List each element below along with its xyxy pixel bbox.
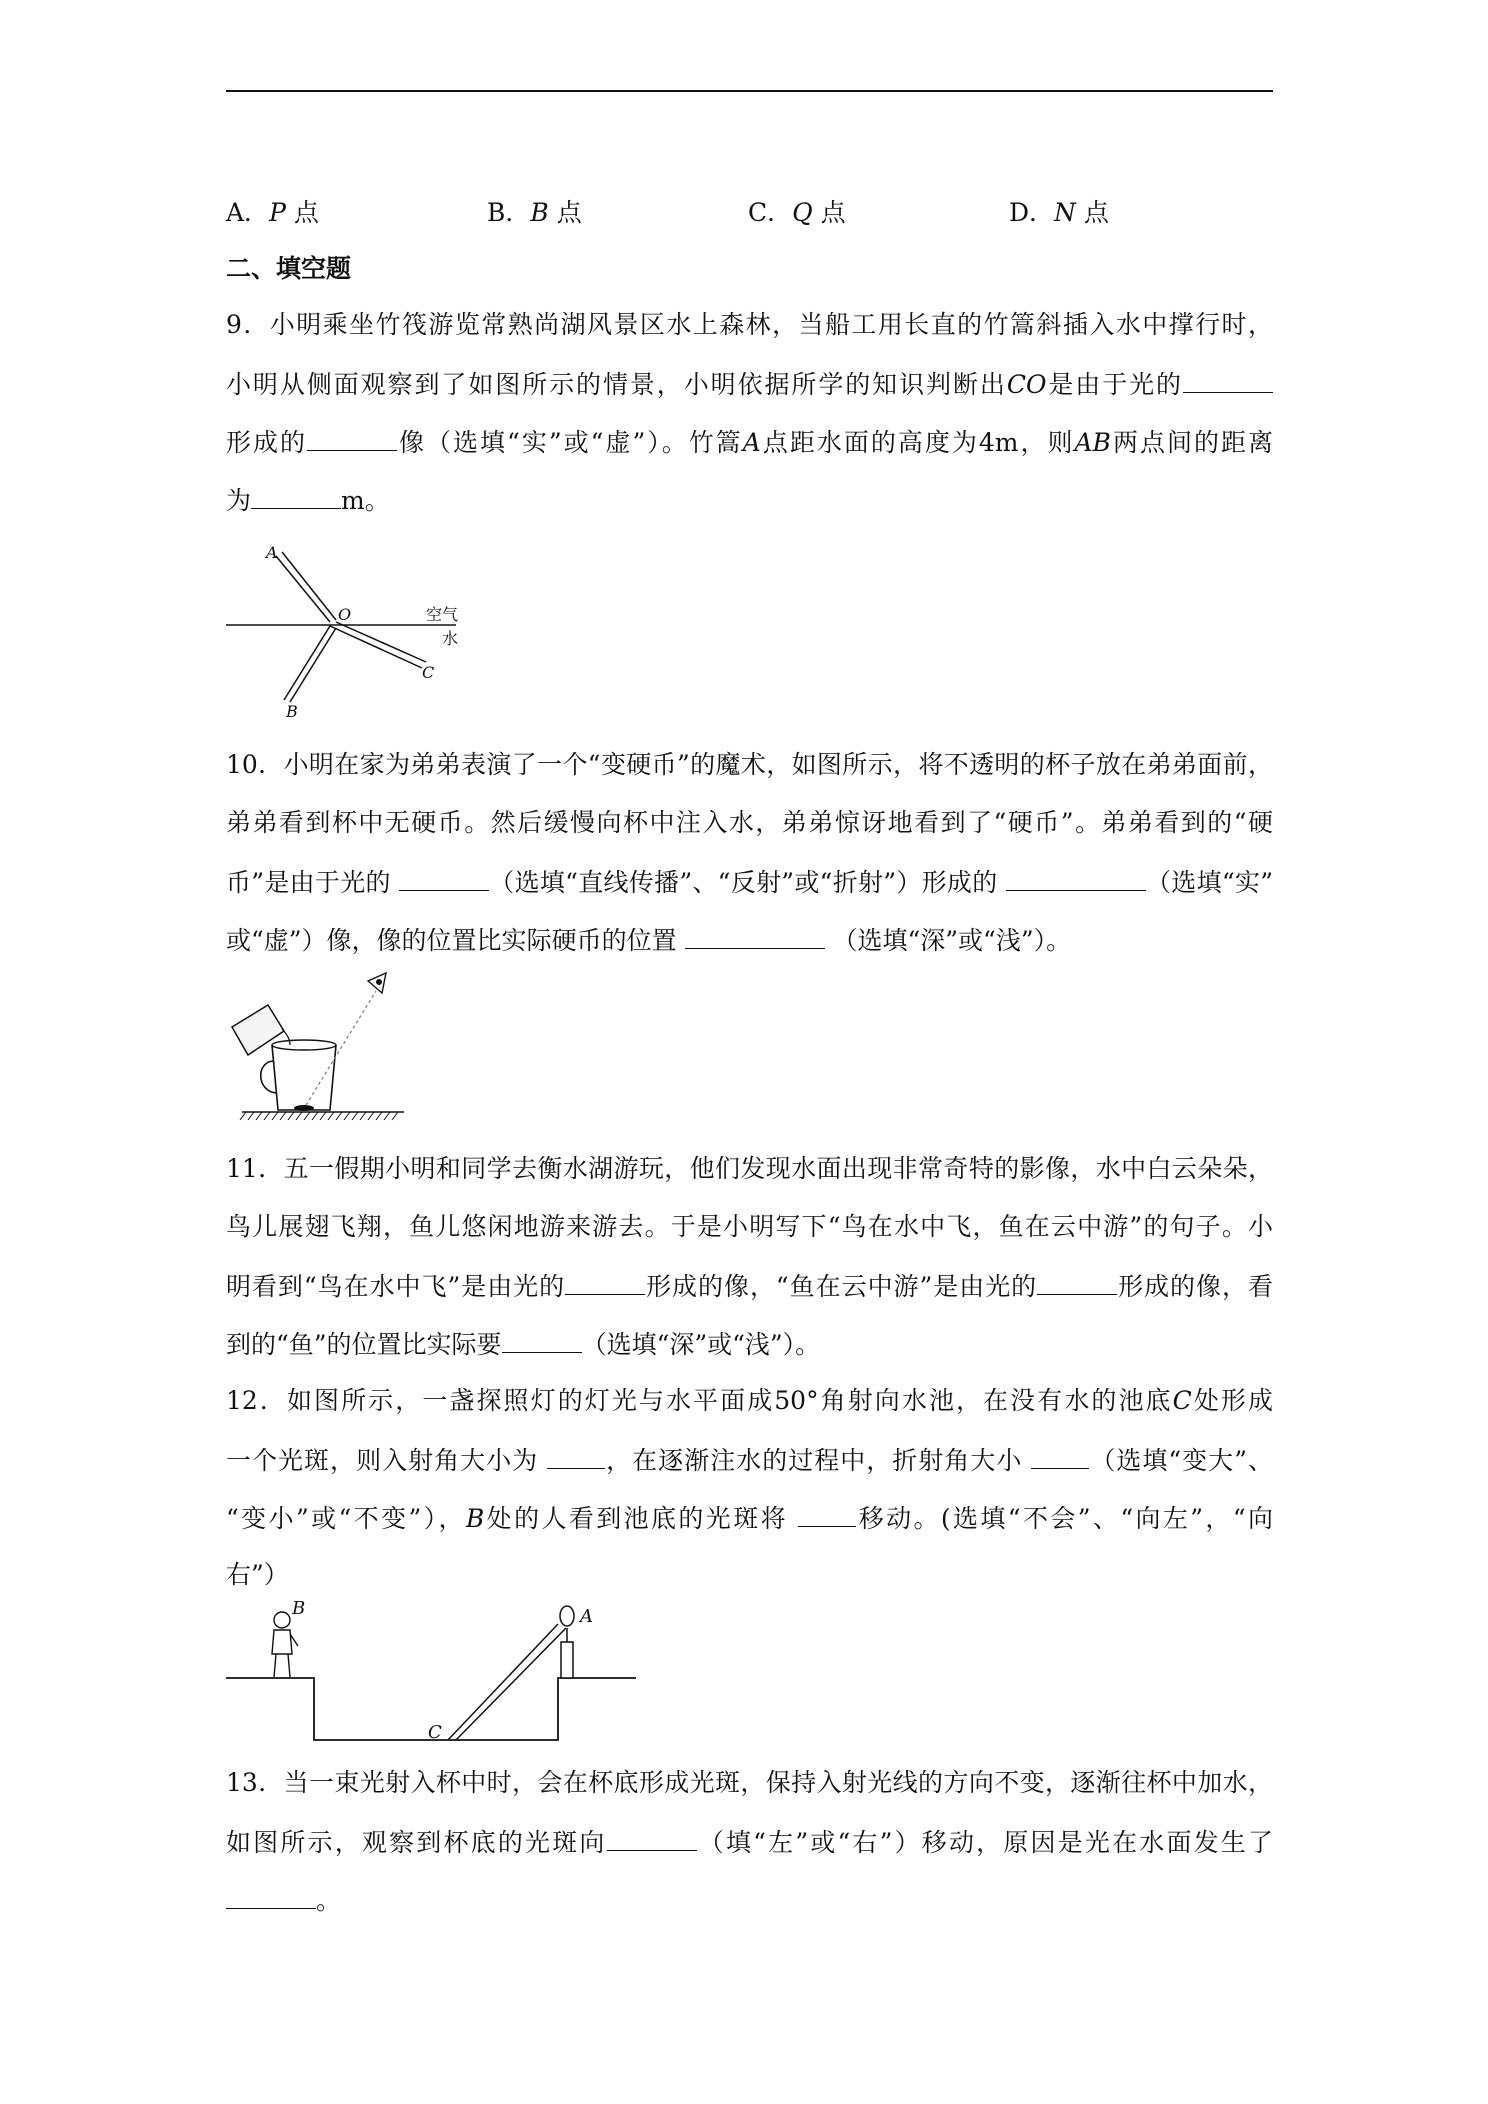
option-d: D．N 点 [1009, 198, 1109, 227]
label-b: B [292, 1598, 306, 1619]
q9-line-2: 小明从侧面观察到了如图所示的情景，小明依据所学的知识判断出CO是由于光的 [226, 366, 1273, 402]
q11-line-2: 鸟儿展翅飞翔，鱼儿悠闲地游来游去。于是小明写下“鸟在水中飞，鱼在云中游”的句子。小 [226, 1212, 1273, 1241]
answer-blank[interactable] [251, 482, 341, 509]
person-icon [272, 1612, 298, 1677]
q10-line-4: 或“虚”）像，像的位置比实际硬币的位置 （选填“深”或“浅”）。 [226, 922, 1273, 958]
label-water: 水 [442, 629, 459, 648]
searchlight-icon [560, 1606, 574, 1678]
q9-figure [226, 540, 486, 720]
q11-line-4: 到的“鱼”的位置比实际要 （选填“深”或“浅”）。 [226, 1326, 1273, 1362]
q11-line-1: 11．五一假期小明和同学去衡水湖游玩，他们发现水面出现非常奇特的影像，水中白云朵朵， [226, 1154, 1273, 1183]
label-o: O [338, 605, 352, 624]
q10-line-3: 币”是由于光的 （选填“直线传播”、“反射”或“折射”）形成的 （选填“实” [226, 864, 1273, 900]
answer-blank[interactable] [607, 1824, 697, 1851]
q9-line-4: 为 m。 [226, 482, 1273, 518]
sight-line [306, 991, 376, 1105]
answer-blank[interactable] [1183, 366, 1273, 393]
option-c: C．Q 点 [748, 198, 846, 227]
answer-blank[interactable] [1037, 1268, 1117, 1295]
light-beam [448, 1624, 566, 1740]
q13-line-1: 13．当一束光射入杯中时，会在杯底形成光斑，保持入射光线的方向不变，逐渐往杯中加水， [226, 1768, 1273, 1797]
label-c: C [422, 663, 435, 682]
answer-blank[interactable] [1006, 864, 1146, 891]
bamboo-pole-image-co [330, 622, 426, 668]
q12-figure [226, 1598, 646, 1748]
label-c: C [428, 1722, 442, 1743]
label-b: B [286, 702, 298, 721]
opaque-cup [272, 1045, 336, 1110]
answer-blank[interactable] [226, 1882, 316, 1909]
answer-blank[interactable] [502, 1326, 582, 1353]
q10-line-2: 弟弟看到杯中无硬币。然后缓慢向杯中注入水，弟弟惊讶地看到了“硬币”。弟弟看到的“硬 [226, 808, 1273, 837]
coin [294, 1105, 314, 1111]
q11-line-3: 明看到“鸟在水中飞”是由光的 形成的像，“鱼在云中游”是由光的 形成的像，看 [226, 1268, 1273, 1304]
answer-blank[interactable] [307, 424, 397, 451]
q10-figure [226, 965, 426, 1125]
q12-line-4: 右”） [226, 1560, 289, 1589]
bamboo-pole-ob [284, 626, 336, 702]
pouring-glass [232, 1005, 290, 1055]
q10-line-1: 10．小明在家为弟弟表演了一个“变硬币”的魔术，如图所示，将不透明的杯子放在弟弟面前， [226, 750, 1273, 779]
table-hatching [240, 1112, 398, 1120]
q9-line-1: 9．小明乘坐竹筏游览常熟尚湖风景区水上森林，当船工用长直的竹篙斜插入水中撑行时， [226, 310, 1273, 339]
answer-blank[interactable] [685, 922, 825, 949]
answer-blank[interactable] [399, 864, 489, 891]
answer-blank[interactable] [798, 1500, 856, 1527]
answer-blank[interactable] [1031, 1442, 1089, 1469]
q13-line-3: 。 [226, 1882, 1273, 1918]
label-a: A [580, 1606, 593, 1627]
bamboo-pole-above-water [276, 552, 336, 622]
q13-line-2: 如图所示，观察到杯底的光斑向 （填“左”或“右”）移动，原因是光在水面发生了 [226, 1824, 1273, 1860]
answer-blank[interactable] [565, 1268, 645, 1295]
label-air: 空气 [426, 605, 459, 624]
header-rule [226, 90, 1273, 92]
answer-blank[interactable] [547, 1442, 605, 1469]
q12-line-1: 12．如图所示，一盏探照灯的灯光与水平面成50°角射向水池，在没有水的池底C处形成 [226, 1386, 1273, 1415]
label-a: A [266, 543, 278, 562]
section-title: 二、填空题 [226, 254, 352, 283]
option-a: A．P 点 [226, 198, 319, 227]
q12-line-3: “变小”或“不变”），B处的人看到池底的光斑将 移动。(选填“不会”、“向左”，“向 [226, 1500, 1273, 1536]
option-b: B．B 点 [487, 198, 582, 227]
q9-line-3: 形成的 像（选填“实”或“虚”）。竹篙A点距水面的高度为4m，则AB两点间的距离 [226, 424, 1273, 460]
q12-line-2: 一个光斑，则入射角大小为 ，在逐渐注水的过程中，折射角大小 （选填“变大”、 [226, 1442, 1273, 1478]
